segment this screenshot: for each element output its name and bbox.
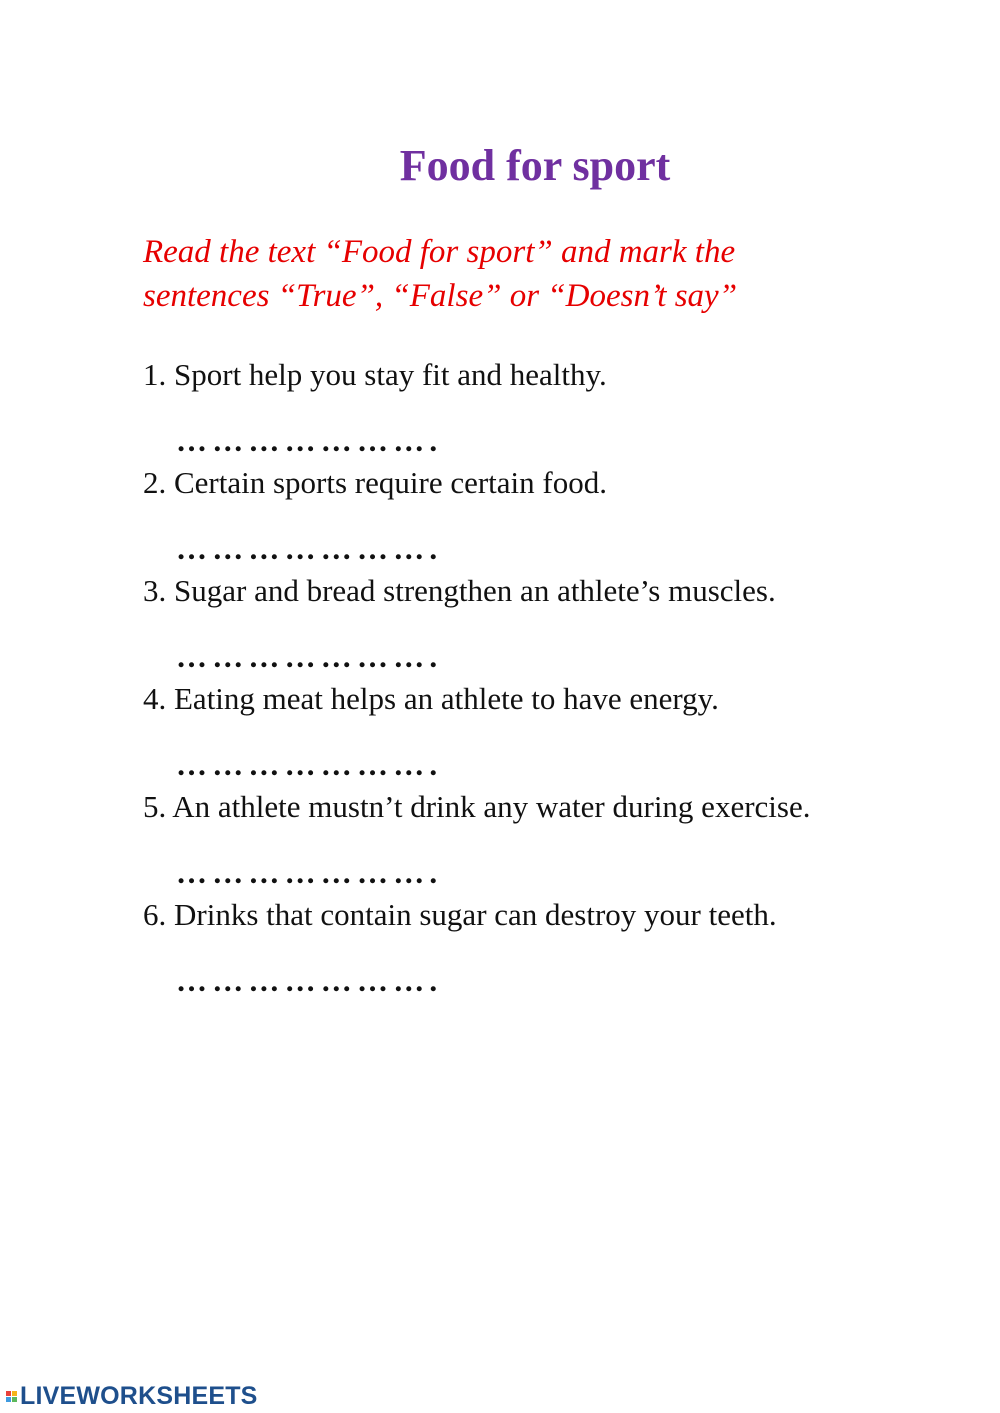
answer-blank-1[interactable]: ………………….: [176, 423, 443, 458]
question-4: 4. Eating meat helps an athlete to have energy.: [143, 681, 719, 716]
answer-blank-6[interactable]: ………………….: [176, 963, 443, 998]
question-5: 5. An athlete mustn’t drink any water during exercise.: [143, 789, 811, 824]
answer-blank-3[interactable]: ………………….: [176, 639, 443, 674]
question-6: 6. Drinks that contain sugar can destroy your teeth.: [143, 897, 777, 932]
question-1: 1. Sport help you stay fit and healthy.: [143, 357, 607, 392]
logo-square-4: [12, 1397, 17, 1402]
answer-blank-4[interactable]: ………………….: [176, 747, 443, 782]
instructions-line-2: sentences “True”, “False” or “Doesn’t say”: [143, 278, 738, 314]
logo-square-2: [12, 1391, 17, 1396]
brand-name: LIVEWORKSHEETS: [20, 1382, 258, 1410]
question-3: 3. Sugar and bread strengthen an athlete’s muscles.: [143, 573, 776, 608]
answer-blank-2[interactable]: ………………….: [176, 531, 443, 566]
liveworksheets-footer: [6, 1381, 258, 1411]
question-2: 2. Certain sports require certain food.: [143, 465, 607, 500]
answer-blank-5[interactable]: ………………….: [176, 855, 443, 890]
liveworksheets-logo-icon: [6, 1391, 17, 1402]
logo-square-1: [6, 1391, 11, 1396]
logo-square-3: [6, 1397, 11, 1402]
instructions: [143, 230, 903, 318]
instructions-line-1: Read the text “Food for sport” and mark the: [143, 234, 736, 270]
worksheet-title: Food for sport: [399, 141, 671, 190]
